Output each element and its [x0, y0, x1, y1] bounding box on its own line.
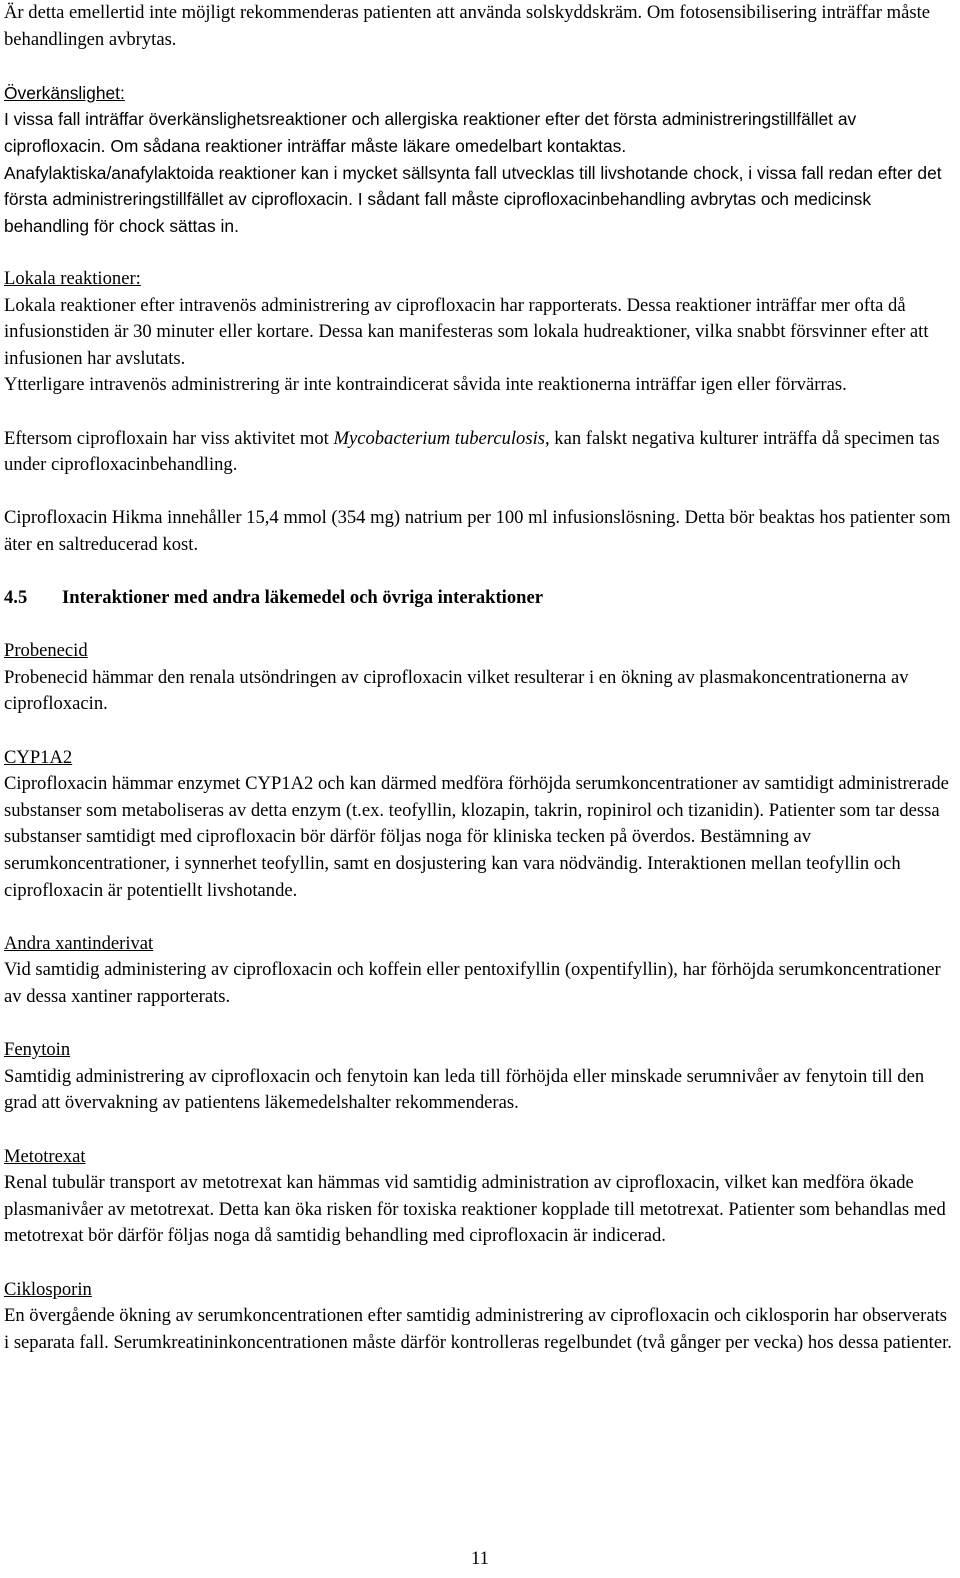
- local-reactions-paragraph-1: Lokala reaktioner efter intravenös administrering av ciprofloxacin har rapporterats. Dessa reaktioner inträffar mer ofta då infusionstiden är 30 minuter eller kortare. Dessa kan manifesteras som lokala hudreaktioner, vilka snabbt försvinner efter att infusionen har avslutats.: [4, 294, 929, 369]
- ciclosporin-paragraph: En övergående ökning av serumkoncentrationen efter samtidig administrering av ciprofloxacin och ciklosporin har observerats i separata fall. Serumkreatininkoncentrationen måste därför kontrolleras regelbundet (två gånger per vecka) hos dessa patienter.: [4, 1305, 952, 1353]
- hypersensitivity-paragraph-2: Anafylaktiska/anafylaktoida reaktioner kan i mycket sällsynta fall utvecklas till livshotande chock, i vissa fall redan efter det första administreringstillfället av ciprofloxacin. I sådant fall måste ciprofloxacinbehandling avbrytas och medicinsk behandling för chock sättas in.: [4, 162, 942, 236]
- intro-paragraph: Är detta emellertid inte möjligt rekommenderas patienten att använda solskyddskräm. Om fotosensibilisering inträffar måste behandlingen avbrytas.: [4, 2, 930, 50]
- sodium-paragraph: Ciprofloxacin Hikma innehåller 15,4 mmol (354 mg) natrium per 100 ml infusionslösning. Detta bör beaktas hos patienter som äter en saltreducerad kost.: [4, 507, 951, 555]
- cyp1a2-heading: CYP1A2: [4, 746, 73, 768]
- mycobacterium-paragraph: [4, 426, 956, 479]
- ciclosporin-heading: Ciklosporin: [4, 1278, 92, 1300]
- cyp1a2-paragraph: Ciprofloxacin hämmar enzymet CYP1A2 och kan därmed medföra förhöjda serumkoncentrationer av samtidigt administrerade substanser som metaboliseras av detta enzym (t.ex. teofyllin, klozapin, takrin, ropinirol och tizanidin). Patienter som tar dessa substanser samtidigt med ciprofloxacin bör därför följas noga för kliniska tecken på överdos. Bestämning av serumkoncentrationer, i synnerhet teofyllin, samt en dosjustering kan vara nödvändig. Interaktionen mellan teofyllin och ciprofloxacin är potentiellt livshotande.: [4, 773, 949, 901]
- methotrexate-heading: Metotrexat: [4, 1145, 86, 1167]
- spacer: [4, 53, 956, 80]
- mycobacterium-text-before: Eftersom ciprofloxain har viss aktivitet mot: [4, 427, 334, 449]
- probenecid-heading: Probenecid: [4, 640, 88, 662]
- phenytoin-paragraph: Samtidig administrering av ciprofloxacin och fenytoin kan leda till förhöjda eller minskade serumnivåer av fenytoin till den grad att övervakning av patientens läkemedelshalter rekommenderas.: [4, 1065, 925, 1114]
- mycobacterium-text-after: , kan falskt negativa kulturer inträffa då specimen tas under ciprofloxacinbehandling.: [4, 427, 940, 476]
- section-number: 4.5: [4, 587, 28, 609]
- mycobacterium-species-name: Mycobacterium tuberculosis: [333, 427, 545, 449]
- xanthine-paragraph: Vid samtidig administering av ciprofloxacin och koffein eller pentoxifyllin (oxpentifyllin), har förhöjda serumkoncentrationer av dessa xantiner rapporterats.: [4, 959, 941, 1007]
- xanthine-heading: Andra xantinderivat: [4, 932, 154, 954]
- spacer: [4, 1250, 956, 1277]
- spacer: [4, 904, 956, 931]
- spacer: [4, 612, 956, 639]
- spacer: [4, 239, 956, 266]
- page-number: 11: [471, 1548, 489, 1569]
- hypersensitivity-paragraph-1: I vissa fall inträffar överkänslighetsreaktioner och allergiska reaktioner efter det första administreringstillfället av ciprofloxacin. Om sådana reaktioner inträffar måste läkare omedelbart kontaktas.: [4, 109, 857, 156]
- section-title: Interaktioner med andra läkemedel och övriga interaktioner: [62, 587, 543, 609]
- section-heading: [4, 585, 956, 612]
- spacer: [4, 1011, 956, 1038]
- spacer: [4, 399, 956, 426]
- methotrexate-paragraph: Renal tubulär transport av metotrexat kan hämmas vid samtidig administration av ciprofloxacin, vilket kan medföra ökade plasmanivåer av metotrexat. Detta kan öka risken för toxiska reaktioner kopplade till metotrexat. Patienter som behandlas med metotrexat bör därför följas noga då samtidig behandling med ciprofloxacin är indicerad.: [4, 1172, 946, 1247]
- spacer: [4, 718, 956, 745]
- local-reactions-paragraph-2: Ytterligare intravenös administrering är inte kontraindicerat såvida inte reaktionerna inträffar igen eller förvärras.: [4, 374, 847, 396]
- phenytoin-heading: Fenytoin: [4, 1039, 71, 1061]
- probenecid-paragraph: Probenecid hämmar den renala utsöndringen av ciprofloxacin vilket resulterar i en ökning av plasmakoncentrationerna av ciprofloxacin.: [4, 666, 909, 715]
- hypersensitivity-heading: Överkänslighet:: [4, 82, 125, 103]
- local-reactions-heading: Lokala reaktioner:: [4, 267, 141, 289]
- spacer: [4, 1117, 956, 1144]
- document-page: [4, 0, 956, 1356]
- spacer: [4, 558, 956, 585]
- spacer: [4, 479, 956, 506]
